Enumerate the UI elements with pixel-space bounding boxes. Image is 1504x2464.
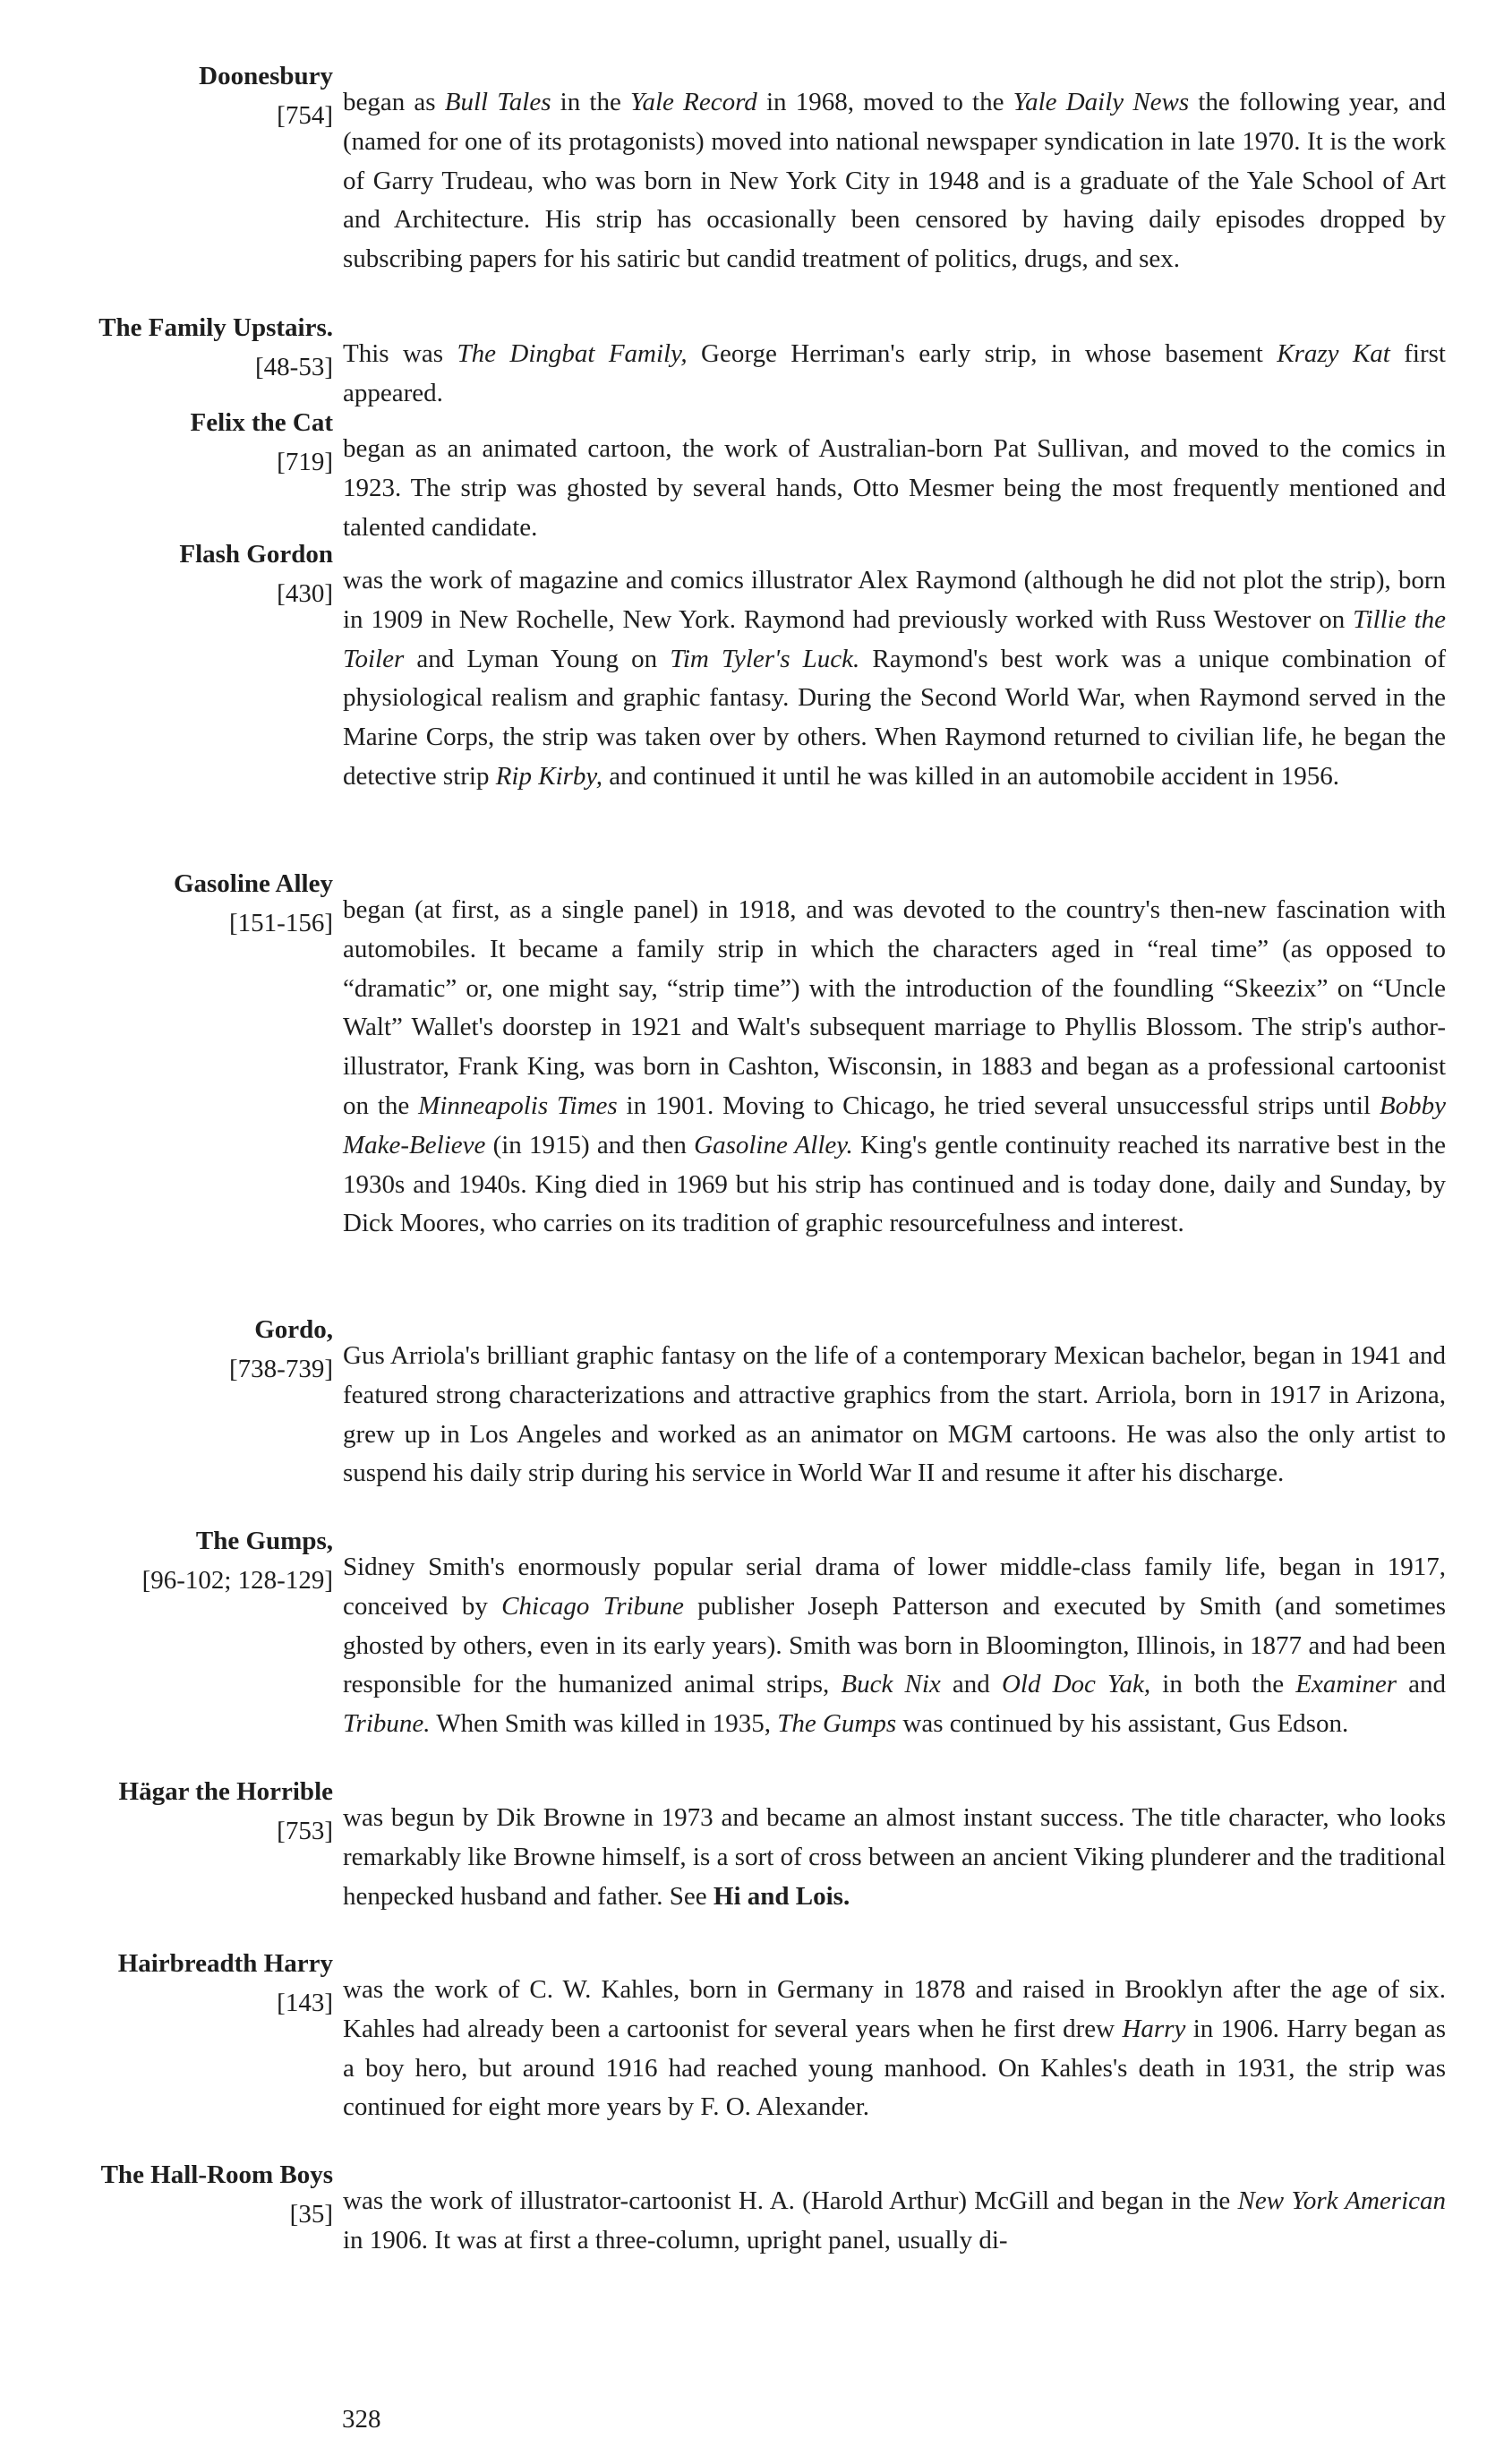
entry-page-reference: [430] (277, 578, 333, 608)
italic-title: Examiner (1295, 1670, 1397, 1699)
italic-title: Old Doc Yak, (1001, 1670, 1151, 1699)
text-segment: in 1906. Harry began as a boy hero, but around 1916 had reached young manhood. On Kahles's death in 1931, the strip was continued for eight more years by F. O. Alexander. (343, 2014, 1446, 2122)
entry-page-reference: [753] (277, 1816, 333, 1845)
entry-title: Gasoline Alley (173, 869, 333, 898)
italic-title: Gasoline Alley. (694, 1130, 853, 1159)
text-segment: in the (551, 88, 631, 116)
text-segment: When Smith was killed in 1935, (430, 1709, 778, 1739)
text-segment: (in 1915) and then (485, 1130, 695, 1159)
italic-title: New York American (1237, 2186, 1446, 2215)
entry-page-reference: [96-102; 128-129] (141, 1565, 333, 1595)
text-segment: began (at first, as a single panel) in 1918, and was devoted to the country's then-new fascination with automobiles. It became a family strip in which the characters aged in “real time” (as opposed to “dramatic” or, one might say, “strip time”) with the introduction of the foundling “Skeezix” on “Uncle Walt” Wallet's doorstep in 1921 and Walt's subsequent marriage to Phyllis Blossom. The strip's author-illustrator, Frank King, was born in Cashton, Wisconsin, in 1883 and began as a professional cartoonist on the (343, 895, 1446, 1120)
text-segment: in 1968, moved to the (756, 88, 1013, 116)
entry-page-reference: [754] (277, 100, 333, 130)
text-segment: and (1396, 1670, 1446, 1699)
entry-text (343, 335, 1446, 414)
text-segment: This was (343, 339, 457, 368)
entry-page-reference: [143] (277, 1988, 333, 2017)
entry-text (343, 561, 1446, 797)
entry-title: The Gumps, (195, 1527, 333, 1555)
text-segment: began as an animated cartoon, the work of Australian-born Pat Sullivan, and moved to the comics in 1923. The strip was ghosted by several hands, Otto Mesmer being the most frequently mentioned and talented candidate. (343, 434, 1446, 542)
italic-title: Tillie the Toiler (343, 604, 1446, 673)
italic-title: Krazy Kat (1277, 339, 1390, 368)
text-segment: was the work of illustrator-cartoonist H. A. (Harold Arthur) McGill and began in the (343, 2186, 1238, 2215)
entry-heading (101, 2156, 333, 2235)
entry-page-reference: [35] (289, 2199, 333, 2229)
text-segment: and (940, 1670, 1002, 1699)
text-segment: Raymond's best work was a unique combination of physiological realism and graphic fantasy. During the Second World War, when Raymond served in the Marine Corps, the strip was taken over by others. When Raymond returned to civilian life, he began the detective strip (343, 644, 1446, 791)
entry-text (343, 1337, 1446, 1493)
italic-title: Buck Nix (841, 1670, 941, 1699)
italic-title: The Dingbat Family, (457, 339, 688, 368)
italic-title: Yale Record (630, 88, 757, 116)
italic-title: Bobby Make-Believe (343, 1091, 1446, 1159)
text-segment: in both the (1150, 1670, 1296, 1699)
text-segment: and Lyman Young on (404, 644, 671, 673)
entry-heading (174, 865, 333, 944)
entry-page-reference: [151-156] (229, 908, 333, 937)
entry-heading (119, 1773, 333, 1852)
entry-heading (229, 1311, 333, 1390)
entry-text (343, 1971, 1446, 2127)
italic-title: Tim Tyler's Luck. (670, 644, 860, 673)
text-segment: George Herriman's early strip, in whose basement (687, 339, 1278, 368)
text-segment: in 1906. It was at first a three-column, upright panel, usually di- (343, 2225, 1008, 2254)
italic-title: Yale Daily News (1013, 88, 1190, 116)
text-segment: King's gentle continuity reached its narrative best in the 1930s and 1940s. King died in 1969 but his strip has continued and is today done, daily and Sunday, by Dick Moores, who carries on its tradition of graphic resourcefulness and interest. (343, 1130, 1446, 1238)
text-segment: first appeared. (343, 339, 1446, 407)
entry-title: Hairbreadth Harry (117, 1949, 333, 1978)
text-segment: the following year, and (named for one of its protagonists) moved into national newspaper syndication in late 1970. It is the work of Garry Trudeau, who was born in New York City in 1948 and is a graduate of the Yale School of Art and Architecture. His strip has occasionally been censored by having daily episodes dropped by subscribing papers for his satiric but candid treatment of politics, drugs, and sex. (343, 88, 1446, 274)
text-segment: publisher Joseph Patterson and executed by Smith (and sometimes ghosted by others, even in its early years). Smith was born in Bloomington, Illinois, in 1877 and had been responsible for the humanized animal strips, (343, 1591, 1447, 1699)
entry-heading (98, 309, 333, 388)
cross-reference: Hi and Lois. (713, 1881, 850, 1911)
entry-text (343, 83, 1446, 279)
italic-title: The Gumps (777, 1709, 897, 1739)
entry-title: Flash Gordon (179, 540, 333, 569)
entry-title: The Family Upstairs. (98, 313, 333, 342)
entry-title: Doonesbury (199, 62, 333, 90)
entry-title: Felix the Cat (190, 408, 333, 437)
entry-page-reference: [738-739] (229, 1354, 333, 1383)
entry-title: Gordo, (254, 1315, 333, 1344)
italic-title: Tribune. (343, 1709, 431, 1739)
text-segment: was begun by Dik Browne in 1973 and became an almost instant success. The title character, who looks remarkably like Browne himself, is a sort of cross between an ancient Viking plunderer and the traditional henpecked husband and father. See (343, 1803, 1446, 1911)
text-segment: was the work of C. W. Kahles, born in Germany in 1878 and raised in Brooklyn after the age of six. Kahles had already been a cartoonist for several years when he first drew (343, 1975, 1446, 2043)
text-segment: was the work of magazine and comics illustrator Alex Raymond (although he did not plot the strip), born in 1909 in New Rochelle, New York. Raymond had previously worked with Russ Westover on (343, 566, 1446, 634)
entry-heading (118, 1945, 333, 2023)
page-number: 328 (342, 2405, 381, 2434)
text-segment: Gus Arriola's brilliant graphic fantasy on the life of a contemporary Mexican bachelor, began in 1941 and featured strong characterizations and attractive graphics from the start. Arriola, born in 1917 in Arizona, grew up in Los Angeles and worked as an animator on MGM cartoons. He was also the only artist to suspend his daily strip during his service in World War II and resume it after his discharge. (343, 1341, 1446, 1488)
entry-text (343, 891, 1446, 1244)
entry-page-reference: [719] (277, 447, 333, 476)
entry-title: Hägar the Horrible (118, 1777, 333, 1806)
entry-text (343, 1799, 1446, 1916)
entry-heading (142, 1522, 333, 1601)
italic-title: Bull Tales (444, 88, 551, 116)
italic-title: Harry (1122, 2014, 1186, 2043)
italic-title: Rip Kirby, (495, 761, 602, 791)
italic-title: Minneapolis Times (418, 1091, 618, 1120)
entry-heading (191, 404, 333, 483)
text-segment: Sidney Smith's enormously popular serial drama of lower middle-class family life, began in 1917, conceived by (343, 1553, 1446, 1621)
entry-heading (179, 535, 333, 614)
entry-page-reference: [48-53] (255, 352, 333, 381)
text-segment: and continued it until he was killed in an automobile accident in 1956. (602, 761, 1340, 791)
entry-text (343, 2182, 1446, 2261)
text-segment: began as (343, 88, 445, 116)
entry-title: The Hall-Room Boys (100, 2160, 333, 2189)
entry-heading (199, 57, 333, 136)
text-segment: in 1901. Moving to Chicago, he tried several unsuccessful strips until (617, 1091, 1380, 1120)
text-segment: was continued by his assistant, Gus Edson. (896, 1709, 1349, 1739)
italic-title: Chicago Tribune (501, 1591, 684, 1621)
entry-text (343, 1548, 1446, 1744)
entry-text (343, 430, 1446, 547)
